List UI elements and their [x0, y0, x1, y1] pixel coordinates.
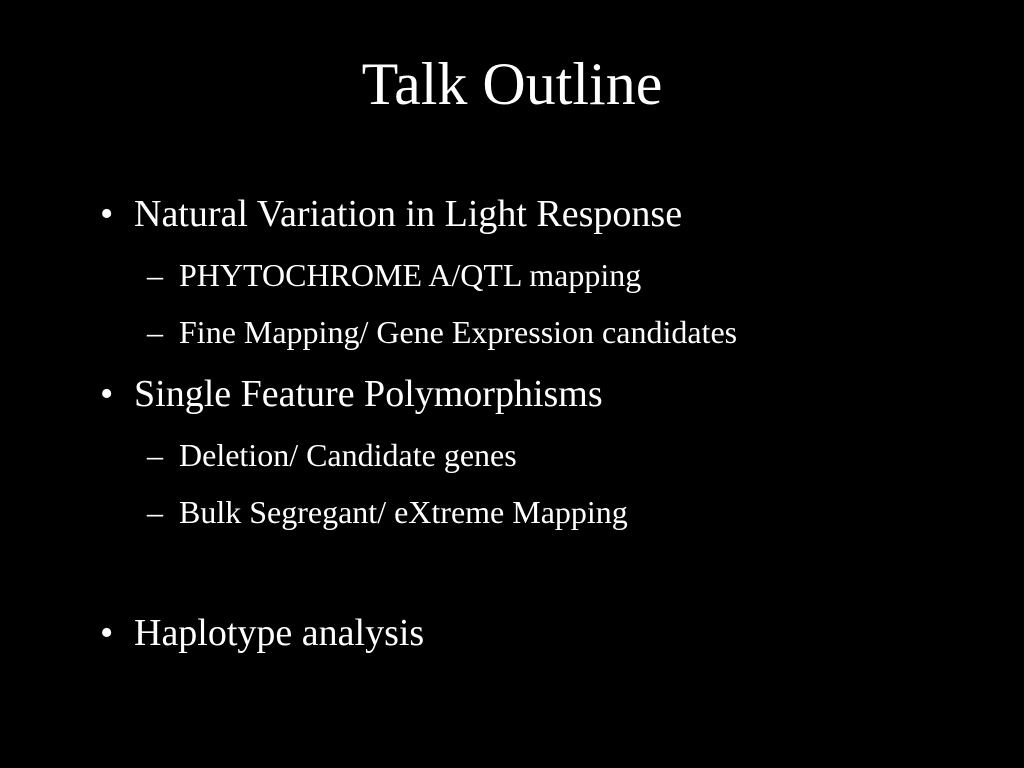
- bullet-text: Haplotype analysis: [134, 612, 425, 654]
- sub-item-text: Bulk Segregant/ eXtreme Mapping: [179, 494, 628, 530]
- sub-item-fine-mapping: [147, 313, 737, 351]
- bullet-icon: •: [100, 373, 114, 415]
- bullet-item-haplotype: [100, 611, 424, 655]
- sub-item-text: PHYTOCHROME A/QTL mapping: [179, 257, 642, 293]
- sub-item-bulk-segregant: [147, 493, 628, 531]
- dash-icon: –: [147, 314, 163, 350]
- bullet-text: Natural Variation in Light Response: [134, 193, 683, 235]
- bullet-text: Single Feature Polymorphisms: [134, 373, 603, 415]
- bullet-item-single-feature: [100, 372, 603, 416]
- dash-icon: –: [147, 437, 163, 473]
- dash-icon: –: [147, 257, 163, 293]
- sub-item-text: Deletion/ Candidate genes: [179, 437, 517, 473]
- sub-item-deletion: [147, 436, 517, 474]
- bullet-icon: •: [100, 193, 114, 235]
- sub-item-phytochrome: [147, 256, 641, 294]
- sub-item-text: Fine Mapping/ Gene Expression candidates: [179, 314, 738, 350]
- bullet-item-natural-variation: [100, 192, 682, 236]
- bullet-icon: •: [100, 612, 114, 654]
- dash-icon: –: [147, 494, 163, 530]
- slide-title: Talk Outline: [361, 51, 663, 117]
